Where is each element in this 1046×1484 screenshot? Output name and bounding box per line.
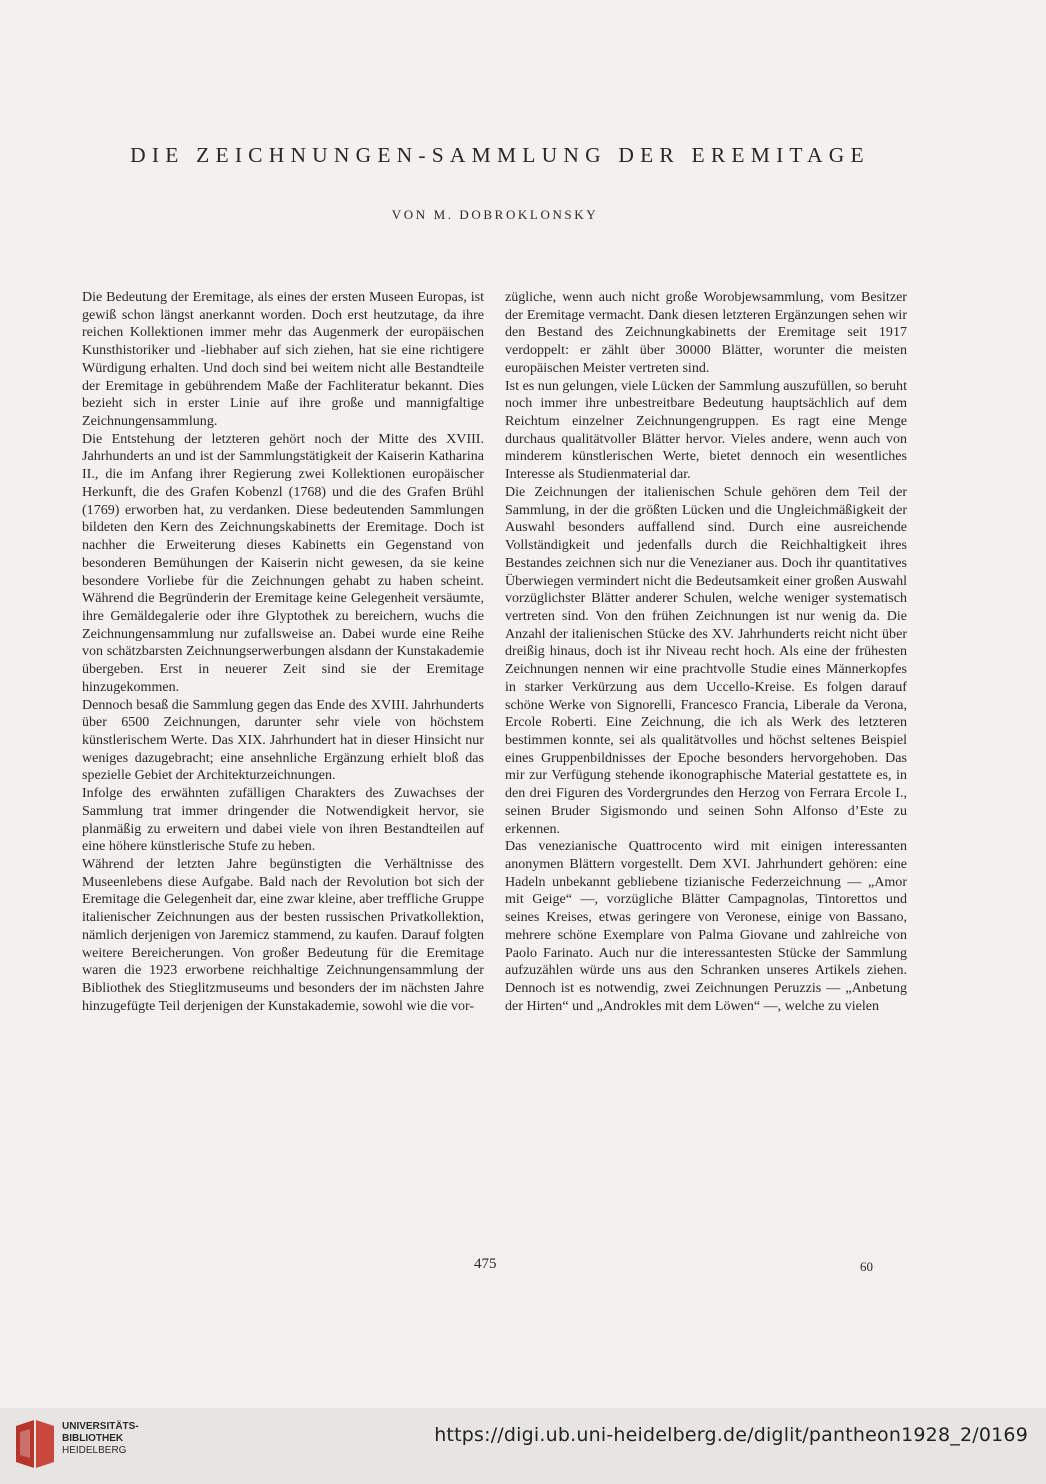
footer-bar [0, 1408, 1046, 1484]
right-column [505, 289, 907, 1015]
left-column [82, 289, 484, 1015]
paragraph: zügliche, wenn auch nicht große Worobjewsammlung, vom Besitzer der Eremitage vermacht. Dank diesen letzteren Ergänzungen sehen wir den Bestand des Zeichnungkabinetts der Eremitage seit 1917 verdoppelt: er zählt über 30000 Blätter, worunter die meisten europäischen Meister vertreten sind. [505, 289, 907, 376]
paragraph: Während der letzten Jahre begünstigten die Verhältnisse des Museenlebens diese Aufgabe. Bald nach der Revolution bot sich der Eremitage die Gelegenheit dar, eine zwar kleine, aber treffliche Gruppe italienischer Zeichnungen aus der besten russischen Privatkollektion, nämlich derjenigen von Jaremicz stammend, zu kaufen. Darauf folgten weitere Bereicherungen. Von großer Bedeutung für die Eremitage waren die 1923 erworbene reichhaltige Zeichnungensammlung der Bibliothek des Stieglitzmuseums und besonders der im nächsten Jahre hinzugefügte Teil derjenigen der Kunstakademie, sowohl wie die vor- [82, 856, 484, 1014]
page-number: 475 [474, 1256, 497, 1272]
paragraph: Ist es nun gelungen, viele Lücken der Sammlung auszufüllen, so beruht noch immer ihre unbestreitbare Bedeutung hauptsächlich auf dem Reichtum einzelner Zeichnungengruppen. Es ragt eine Menge durchaus qualitätvoller Blätter hervor. Vieles andere, wenn auch von minderem künstlerischen Werte, bietet dennoch ein wesentliches Interesse als Studienmaterial dar. [505, 377, 907, 483]
paragraph: Das venezianische Quattrocento wird mit einigen interessanten anonymen Blättern vorgestellt. Dem XVI. Jahrhundert gehören: eine Hadeln unbekannt gebliebene tizianische Federzeichnung — „Amor mit Geige“ —, vorzügliche Blätter Campagnolas, Tintorettos und seines Kreises, etwas geringere von Veronese, einige von Bassano, mehrere schöne Exemplare von Palma Giovane und zahlreiche von Paolo Farinato. Auch nur die interessantesten Stücke der Sammlung aufzuzählen würde uns aus den Schranken unseres Artikels ziehen. Dennoch ist es notwendig, zwei Zeichnungen Peruzzis — „Anbetung der Hirten“ und „Androkles mit dem Löwen“ —, welche zu vielen [505, 838, 907, 1014]
library-name[interactable] [62, 1421, 139, 1457]
library-line: HEIDELBERG [62, 1445, 127, 1456]
paragraph: Infolge des erwähnten zufälligen Charakters des Zuwachses der Sammlung trat immer dringender die Notwendigkeit hervor, sie planmäßig zu erweitern und dabei viele von ihren Bestandteilen auf eine höhere künstlerische Stufe zu heben. [82, 785, 484, 855]
paragraph: Dennoch besaß die Sammlung gegen das Ende des XVIII. Jahrhunderts über 6500 Zeichnungen, darunter sehr viele von höchstem künstlerischem Werte. Das XIX. Jahrhundert hat in dieser Hinsicht nur weniges dazugebracht; eine ansehnliche Ergänzung erhielt bloß das spezielle Gebiet der Architekturzeichnungen. [82, 696, 484, 784]
paragraph: Die Bedeutung der Eremitage, als eines der ersten Museen Europas, ist gewiß schon längst anerkannt worden. Doch erst heutzutage, da ihre reichen Kollektionen immer mehr das Augenmerk der europäischen Kunsthistoriker und -liebhaber auf sich ziehen, hat sie eine richtigere Würdigung erhalten. Und doch sind bei weitem nicht alle Bestandteile der Eremitage in gebührendem Maße der Fachliteratur bekannt. Dies bezieht sich in erster Linie auf ihre große und mannigfaltige Zeichnungensammlung. [82, 289, 484, 430]
library-line: BIBLIOTHEK [62, 1433, 124, 1444]
paragraph: Die Entstehung der letzteren gehört noch der Mitte des XVIII. Jahrhunderts an und ist der Sammlungstätigkeit der Kaiserin Katharina II., die im Anfang ihrer Regierung zwei Kollektionen europäischer Herkunft, die des Grafen Kobenzl (1768) und die des Grafen Brühl (1769) erworben hat, zu verdanken. Diese bedeutenden Sammlungen bildeten den Kern des Zeichnungskabinetts der Eremitage. Doch ist nachher die Erweiterung dieses Kabinetts ein Gegenstand von besonderen Bemühungen der Kaiserin nicht gewesen, da sie keine besondere Vorliebe für die Zeichnungen gehabt zu haben scheint. Während die Begründerin der Eremitage keine Gelegenheit versäumte, ihre Gemäldegalerie oder ihre Glyptothek zu bereichern, wuchs die Zeichnungensammlung nur zufallsweise an. Dabei wurde eine Reihe von schätzbarsten Zeichnungserwerbungen alsdann der Kunstakademie übergeben. Erst in neuerer Zeit sind sie der Eremitage hinzugekommen. [82, 430, 484, 695]
paragraph: Die Zeichnungen der italienischen Schule gehören dem Teil der Sammlung, in der die größten Lücken und die Ungleichmäßigkeit der Auswahl besonders auffallend sind. Durch eine ausreichende Vollständigkeit und jedenfalls durch die Reichhaltigkeit ihres Bestandes zeichnen sich nur die Venezianer aus. Doch ihr quantitatives Überwiegen vermindert nicht die Bedeutsamkeit einer großen Auswahl vorzüglichster Blätter anderer Schulen, welche weniger systematisch vertreten sind. Von den frühen Zeichnungen ist nur wenig da. Die Anzahl der italienischen Stücke des XV. Jahrhunderts reicht nicht über dreißig hinaus, doch ist ihr Niveau recht hoch. Als eine der frühesten Zeichnungen nennen wir eine prachtvolle Studie eines Männerkopfes in starker Verkürzung aus dem Uccello-Kreise. Es folgen darauf schöne Werke von Signorelli, Francesco Francia, Liberale da Verona, Ercole Roberti. Eine Zeichnung, die ich als Werk des letzteren bestimmen konnte, sei als qualitätvolles und höchst seltenes Beispiel eines Gruppenbildnisses der Epoche besonders hervorgehoben. Das mir zur Verfügung stehende ikonographische Material gestattete es, in den drei Figuren des Vordergrundes den Herzog von Ferrara Ercole I., seinen Bruder Sigismondo und seinen Sohn Alfonso d’Este zu erkennen. [505, 483, 907, 837]
signature-mark: 60 [860, 1259, 873, 1274]
permalink-url[interactable]: https://digi.ub.uni-heidelberg.de/diglit/pantheon1928_2/0169 [434, 1424, 1028, 1446]
library-line: UNIVERSITÄTS- [62, 1421, 139, 1432]
library-logo-icon[interactable] [14, 1418, 58, 1470]
article-author: VON M. DOBROKLONSKY [391, 207, 599, 222]
article-title: DIE ZEICHNUNGEN-SAMMLUNG DER EREMITAGE [130, 143, 870, 167]
